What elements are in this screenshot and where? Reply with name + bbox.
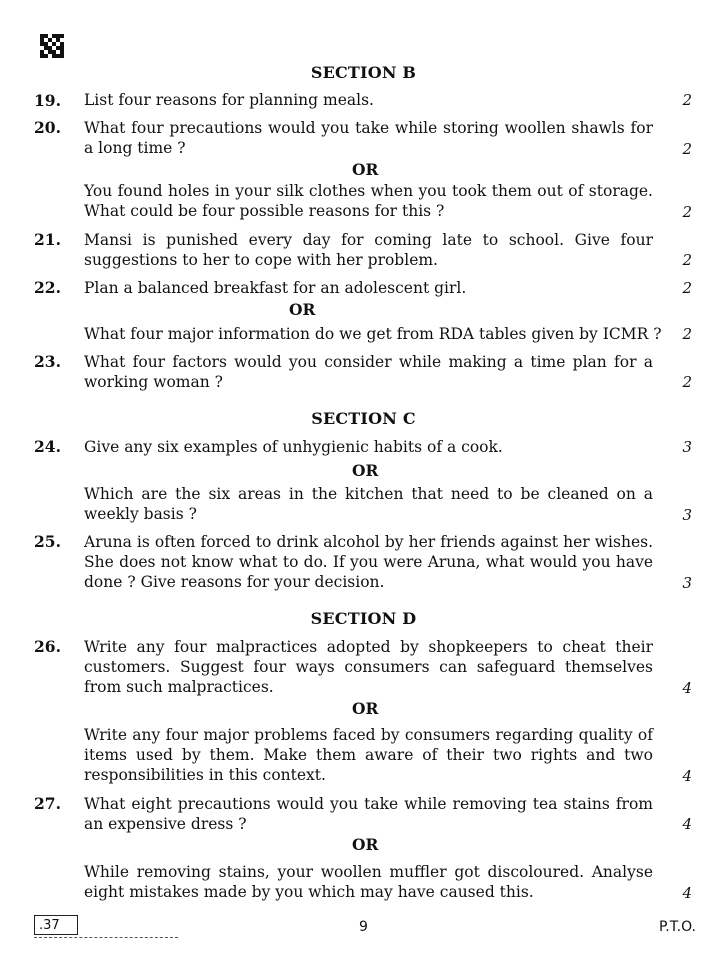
question-24-marks: 3 <box>682 438 692 456</box>
question-20-alternative-text: You found holes in your silk clothes when you took them out of storage. What could be four possible reasons for this ? <box>84 182 653 220</box>
question-number-23: 23. <box>34 352 61 371</box>
question-27-alternative-text: While removing stains, your woollen muffler got discoloured. Analyse eight mistakes made by you which may have caused this. <box>84 863 653 901</box>
question-number-24: 24. <box>34 437 61 456</box>
question-20-text: What four precautions would you take while storing woollen shawls for a long time ? <box>84 119 653 157</box>
or-divider: OR <box>289 300 316 319</box>
or-divider: OR <box>352 699 379 718</box>
page-number: 9 <box>359 919 368 935</box>
question-number-21: 21. <box>34 230 61 249</box>
question-23-marks: 2 <box>682 373 692 391</box>
question-26-marks: 4 <box>682 679 692 697</box>
footer-divider <box>34 937 178 938</box>
question-26-text: Write any four malpractices adopted by shopkeepers to cheat their customers. Suggest four ways consumers can safeguard themselves from such malpractices. <box>84 638 653 696</box>
question-19-marks: 2 <box>682 91 692 109</box>
question-22-alternative-marks: 2 <box>682 325 692 343</box>
question-number-26: 26. <box>34 637 61 656</box>
question-number-20: 20. <box>34 118 61 137</box>
please-turn-over-label: P.T.O. <box>659 919 696 935</box>
question-number-19: 19. <box>34 91 61 110</box>
question-22-text: Plan a balanced breakfast for an adolescent girl. <box>84 279 467 297</box>
question-20-alternative-marks: 2 <box>682 203 692 221</box>
question-22-marks: 2 <box>682 279 692 297</box>
question-19-text: List four reasons for planning meals. <box>84 91 374 109</box>
question-26-alternative-text: Write any four major problems faced by consumers regarding quality of items used by them. Make them aware of their two rights and two responsibilities in this context. <box>84 726 653 784</box>
question-26-alternative-marks: 4 <box>682 767 692 785</box>
question-27-alternative-marks: 4 <box>682 884 692 902</box>
section-c-heading: SECTION C <box>311 409 416 428</box>
question-24-text: Give any six examples of unhygienic habits of a cook. <box>84 438 503 456</box>
question-24-alternative-text: Which are the six areas in the kitchen that need to be cleaned on a weekly basis ? <box>84 485 653 523</box>
section-d-heading: SECTION D <box>310 609 417 628</box>
or-divider: OR <box>352 835 379 854</box>
question-21-marks: 2 <box>682 251 692 269</box>
paper-code: .37 <box>34 915 78 935</box>
question-number-22: 22. <box>34 278 61 297</box>
question-27-marks: 4 <box>682 815 692 833</box>
question-24-alternative-marks: 3 <box>682 506 692 524</box>
question-20-marks: 2 <box>682 140 692 158</box>
question-21-text: Mansi is punished every day for coming late to school. Give four suggestions to her to cope with her problem. <box>84 231 653 269</box>
question-number-27: 27. <box>34 794 61 813</box>
question-23-text: What four factors would you consider while making a time plan for a working woman ? <box>84 353 653 391</box>
section-b-heading: SECTION B <box>310 63 417 82</box>
or-divider: OR <box>352 160 379 179</box>
question-25-marks: 3 <box>682 574 692 592</box>
qr-code-icon <box>40 34 64 58</box>
question-22-alternative-text: What four major information do we get from RDA tables given by ICMR ? <box>84 325 662 343</box>
or-divider: OR <box>352 461 379 480</box>
question-27-text: What eight precautions would you take while removing tea stains from an expensive dress ? <box>84 795 653 833</box>
question-number-25: 25. <box>34 532 61 551</box>
question-25-text: Aruna is often forced to drink alcohol by her friends against her wishes. She does not know what to do. If you were Aruna, what would you have done ? Give reasons for your decision. <box>84 533 653 591</box>
